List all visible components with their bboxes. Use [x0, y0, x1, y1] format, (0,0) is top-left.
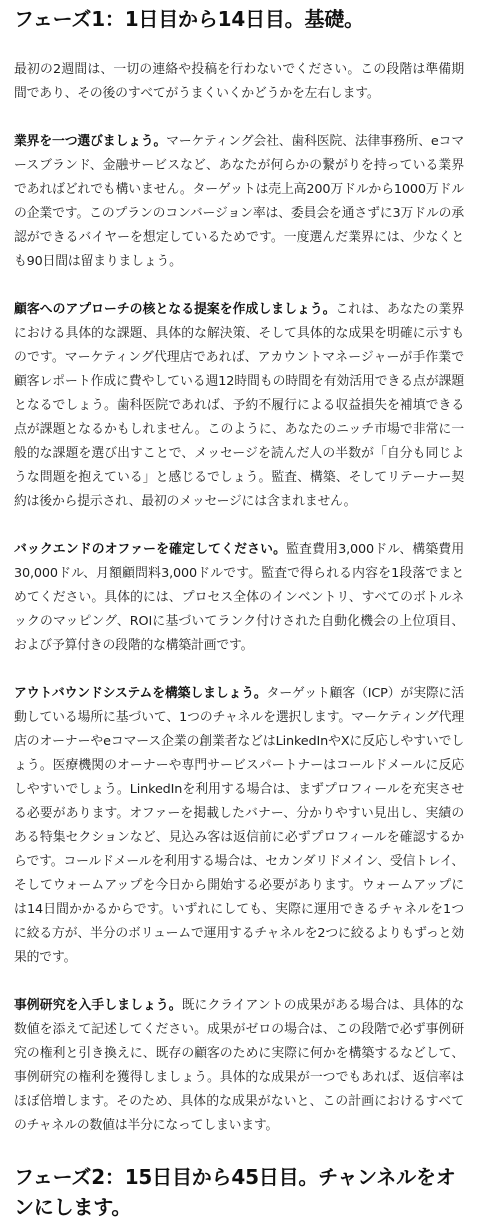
section-lead: 事例研究を入手しましょう。: [14, 998, 182, 1013]
section-body: 既にクライアントの成果がある場合は、具体的な数値を添えて記述してください。成果がゼロの場合は、この段階で必ず事例研究の権利と引き換えに、既存の顧客のために実際に何かを構築するなどして、事例研究の権利を獲得しましょう。具体的な成果が一つでもあれば、返信率はほぼ倍増します。そのため、具体的な成果がないと、この計画におけるすべてのチャネルの数値は半分になってしまいます。: [14, 998, 464, 1133]
section-lead: 顧客へのアプローチの核となる提案を作成しましょう。: [14, 302, 336, 317]
section-body: 監査費用3,000ドル、構築費用30,000ドル、月額顧問料3,000ドルです。監査で得られる内容を1段落でまとめてください。具体的には、プロセス全体のインベントリ、すべてのボトルネックのマッピング、ROIに基づいてランク付けされた自動化機会の上位項目、および予算付きの段階的な構築計画です。: [14, 542, 464, 653]
section-backend-offer: [14, 538, 464, 658]
section-lead: アウトバウンドシステムを構築しましょう。: [14, 686, 267, 701]
section-choose-industry: [14, 130, 464, 274]
section-core-offer: [14, 298, 464, 514]
section-body: ターゲット顧客（ICP）が実際に活動している場所に基づいて、1つのチャネルを選択します。マーケティング代理店のオーナーやeコマース企業の創業者などはLinkedInやXに反応しやすいでしょう。医療機関のオーナーや専門サービスパートナーはコールドメールに反応しやすいでしょう。LinkedInを利用する場合は、まずプロフィールを充実させる必要があります。オファーを掲載したバナー、分かりやすい見出し、実績のある特集セクションなど、見込み客は返信前に必ずプロフィールを確認するからです。コールドメールを利用する場合は、セカンダリドメイン、受信トレイ、そしてウォームアップを今日から開始する必要があります。ウォームアップには14日間かかるからです。いずれにしても、実際に運用できるチャネルを1つに絞る方が、半分のボリュームで運用するチャネルを2つに絞るよりもずっと効果的です。: [14, 686, 464, 965]
section-body: これは、あなたの業界における具体的な課題、具体的な解決策、そして具体的な成果を明確に示すものです。マーケティング代理店であれば、アカウントマネージャーが手作業で顧客レポート作成に費やしている週12時間もの時間を有効活用できる点が課題となるでしょう。歯科医院であれば、予約不履行による収益損失を補填できる点が課題となるかもしれません。このように、あなたのニッチ市場で非常に一般的な課題を選び出すことで、メッセージを読んだ人の半数が「自分も同じような問題を抱えている」と感じるでしょう。監査、構築、そしてリテーナー契約は後から提示され、最初のメッセージには含まれません。: [14, 302, 464, 509]
section-case-study: [14, 994, 464, 1138]
section-lead: バックエンドのオファーを確定してください。: [14, 542, 287, 557]
phase-2-heading: フェーズ2：15日目から45日目。チャンネルをオンにします。: [14, 1165, 456, 1219]
section-body: マーケティング会社、歯科医院、法律事務所、eコマースブランド、金融サービスなど、あなたが何らかの繋がりを持っている業界であればどれでも構いません。ターゲットは売上高200万ドルから1000万ドルの企業です。このプランのコンバージョン率は、委員会を通さずに3万ドルの承認ができるバイヤーを想定しているためです。一度選んだ業界には、少なくとも90日間は留まりましょう。: [14, 134, 464, 269]
phase-1-intro: 最初の2週間は、一切の連絡や投稿を行わないでください。この段階は準備期間であり、その後のすべてがうまくいくかどうかを左右します。: [14, 62, 464, 101]
phase-1-heading: フェーズ1：1日目から14日目。基礎。: [14, 7, 364, 31]
section-outbound-system: [14, 682, 464, 970]
section-lead: 業界を一つ選びましょう。: [14, 134, 167, 149]
